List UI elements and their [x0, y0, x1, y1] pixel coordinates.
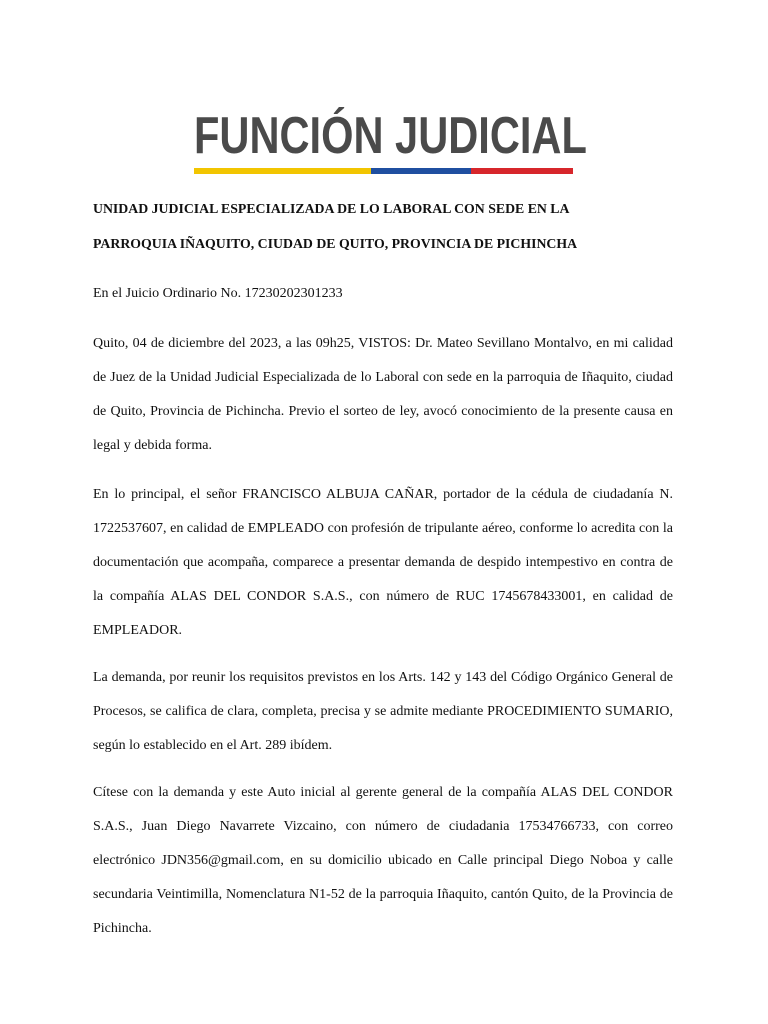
flag-red-stripe	[471, 168, 573, 174]
logo-text: FUNCIÓN JUDICIAL	[194, 107, 587, 165]
flag-blue-stripe	[371, 168, 471, 174]
funcion-judicial-logo	[194, 107, 587, 165]
heading-line-2: PARROQUIA IÑAQUITO, CIUDAD DE QUITO, PROVINCIA DE PICHINCHA	[93, 236, 578, 251]
logo-flag-bar	[194, 168, 573, 174]
heading-line-1: UNIDAD JUDICIAL ESPECIALIZADA DE LO LABORAL CON SEDE EN LA	[93, 201, 570, 216]
flag-yellow-stripe	[194, 168, 371, 174]
paragraph-principal: En lo principal, el señor FRANCISCO ALBUJA CAÑAR, portador de la cédula de ciudadanía N. 1722537607, en calidad de EMPLEADO con profesión de tripulante aéreo, conforme lo acredita con la documentación que acompaña, comparece a presentar demanda de despido intempestivo en contra de la compañía ALAS DEL CONDOR S.A.S., con número de RUC 1745678433001, en calidad de EMPLEADOR.	[93, 487, 673, 638]
paragraph-vistos: Quito, 04 de diciembre del 2023, a las 09h25, VISTOS: Dr. Mateo Sevillano Montalvo, en mi calidad de Juez de la Unidad Judicial Especializada de lo Laboral con sede en la parroquia de Iñaquito, ciudad de Quito, Provincia de Pichincha. Previo el sorteo de ley, avocó conocimiento de la presente causa en legal y debida forma.	[93, 336, 673, 453]
paragraph-demanda: La demanda, por reunir los requisitos previstos en los Arts. 142 y 143 del Código Orgánico General de Procesos, se califica de clara, completa, precisa y se admite mediante PROCEDIMIENTO SUMARIO, según lo establecido en el Art. 289 ibídem.	[93, 670, 673, 753]
case-reference: En el Juicio Ordinario No. 17230202301233	[93, 286, 343, 301]
paragraph-citacion: Cítese con la demanda y este Auto inicial al gerente general de la compañía ALAS DEL CONDOR S.A.S., Juan Diego Navarrete Vizcaino, con número de ciudadania 17534766733, con correo electrónico JDN356@gmail.com, en su domicilio ubicado en Calle principal Diego Noboa y calle secundaria Veintimilla, Nomenclatura N1-52 de la parroquia Iñaquito, cantón Quito, de la Provincia de Pichincha.	[93, 785, 673, 936]
